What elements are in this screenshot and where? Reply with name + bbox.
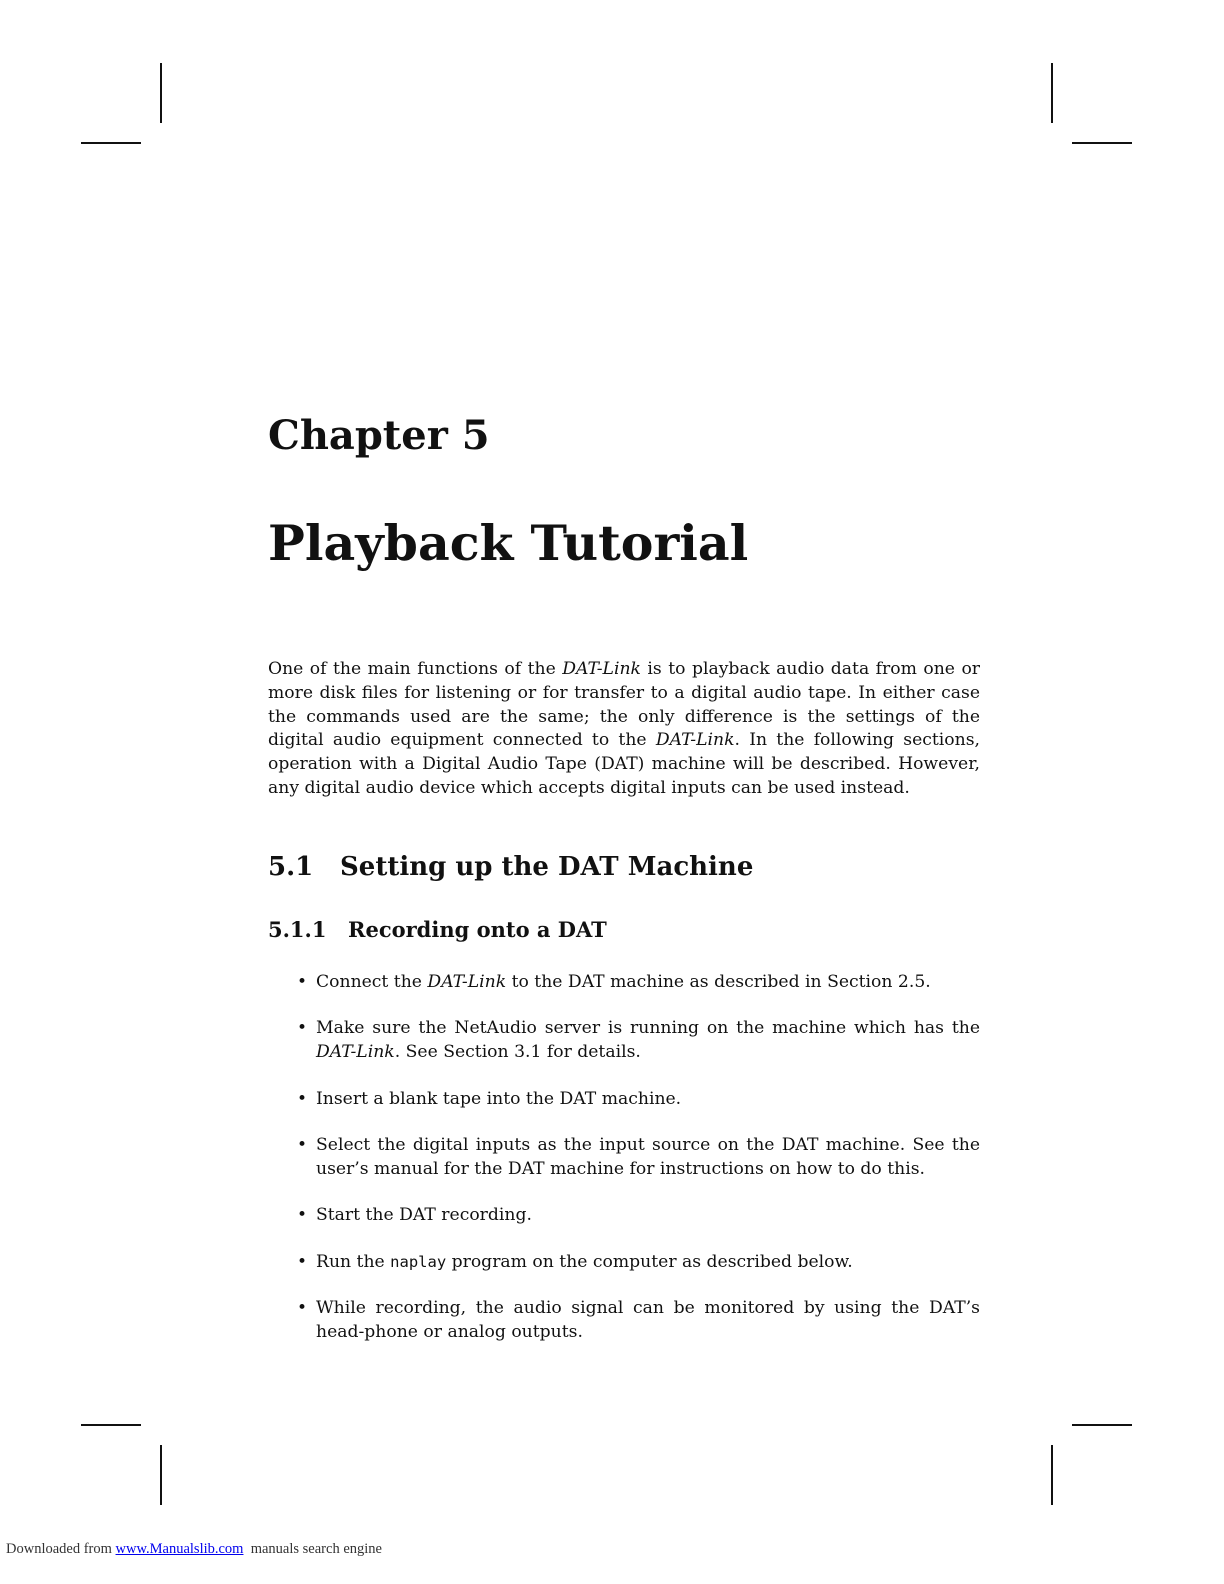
bullet-icon: • <box>297 1297 308 1318</box>
item-text: . See Section 3.1 for details. <box>394 1042 641 1063</box>
item-text: Run the <box>316 1251 391 1272</box>
crop-mark <box>160 1445 162 1505</box>
chapter-title: Playback Tutorial <box>268 514 749 572</box>
intro-text: . In the following sections, operation with a Digital Audio Tape (DAT) machine will be described. However, any digital audio device which accepts digital inputs can be used instead. <box>268 730 980 798</box>
item-text: Start the DAT recording. <box>316 1205 532 1226</box>
bullet-icon: • <box>297 1018 308 1039</box>
item-text: Connect the <box>316 972 428 992</box>
subsection-heading <box>268 917 607 942</box>
intro-text: One of the main functions of the <box>268 659 563 679</box>
list-item <box>296 971 980 995</box>
crop-mark <box>160 63 162 123</box>
steps-list <box>296 971 980 1367</box>
command-name: naplay <box>390 1252 447 1271</box>
list-item <box>296 1017 980 1065</box>
item-text: program on the computer as described below. <box>446 1251 853 1272</box>
subsection-title: Recording onto a DAT <box>348 917 607 942</box>
item-text: Select the digital inputs as the input source on the DAT machine. See the user’s manual for the DAT machine for instructions on how to do this. <box>316 1134 980 1179</box>
subsection-number: 5.1.1 <box>268 917 327 942</box>
bullet-icon: • <box>297 1134 308 1155</box>
bullet-icon: • <box>297 1251 308 1272</box>
crop-mark <box>1051 1445 1053 1505</box>
list-item <box>296 1297 980 1345</box>
list-item <box>296 1134 980 1182</box>
chapter-label: Chapter 5 <box>268 412 490 459</box>
product-name: DAT-Link <box>427 972 507 992</box>
section-number: 5.1 <box>268 852 314 882</box>
item-text: Insert a blank tape into the DAT machine. <box>316 1088 682 1109</box>
section-heading <box>268 852 753 883</box>
intro-paragraph <box>268 658 980 801</box>
crop-mark <box>81 142 141 144</box>
item-text: Make sure the NetAudio server is running on the machine which has the <box>316 1018 980 1039</box>
list-item <box>296 1204 980 1228</box>
bullet-icon: • <box>297 1205 308 1226</box>
list-item <box>296 1251 980 1275</box>
footer-text: Downloaded from <box>6 1541 116 1557</box>
download-footer <box>6 1541 382 1558</box>
product-name: DAT-Link <box>562 659 641 679</box>
intro-text: is to playback audio data from one or more disk files for listening or for transfer to a digital audio tape. In either case the commands used are the same; the only difference is the settings of the digital audio equipment connected to the <box>268 659 981 751</box>
crop-mark <box>81 1424 141 1426</box>
crop-mark <box>1072 142 1132 144</box>
bullet-icon: • <box>297 972 308 992</box>
section-title: Setting up the DAT Machine <box>340 852 754 882</box>
manualslib-link[interactable]: www.Manualslib.com <box>115 1541 244 1557</box>
product-name: DAT-Link <box>655 730 735 751</box>
list-item <box>296 1088 980 1112</box>
item-text: While recording, the audio signal can be monitored by using the DAT’s head-phone or analog outputs. <box>316 1297 980 1342</box>
crop-mark <box>1051 63 1053 123</box>
crop-mark <box>1072 1424 1132 1426</box>
item-text: to the DAT machine as described in Section 2.5. <box>506 972 931 992</box>
footer-text: manuals search engine <box>243 1541 382 1557</box>
bullet-icon: • <box>297 1088 308 1109</box>
product-name: DAT-Link <box>316 1042 395 1063</box>
